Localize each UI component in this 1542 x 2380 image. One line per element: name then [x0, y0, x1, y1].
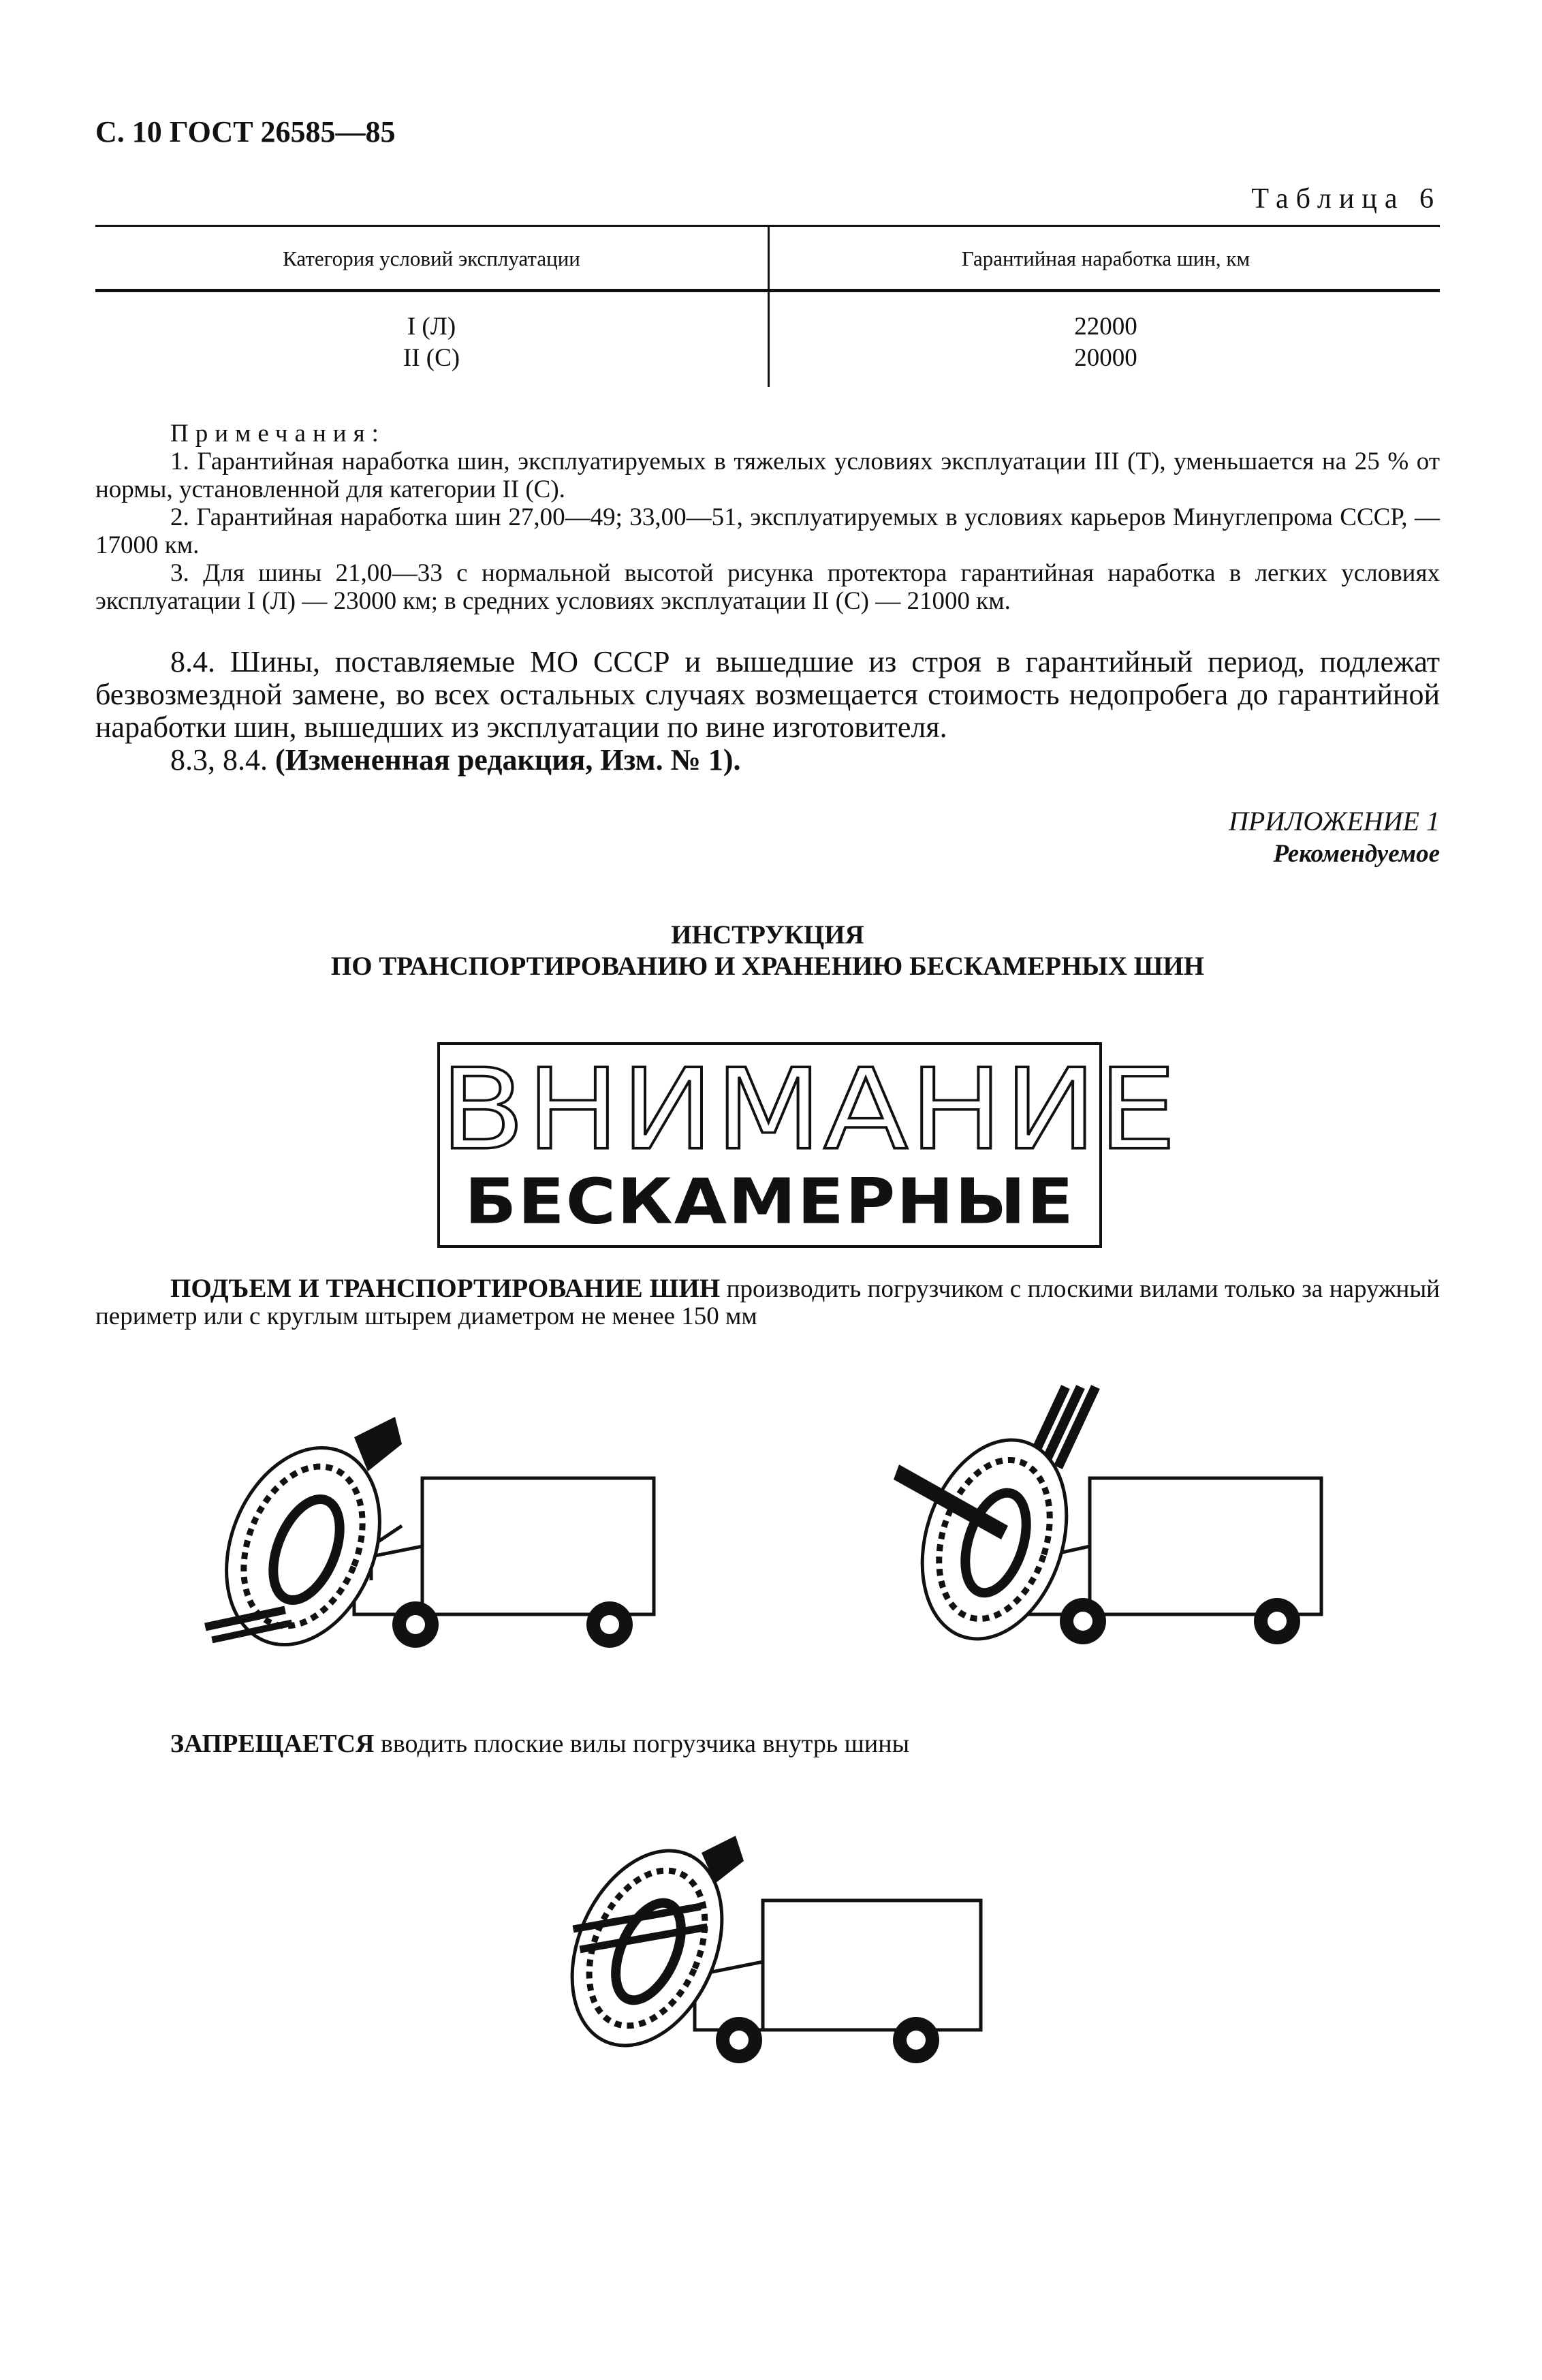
note-3: 3. Для шины 21,00—33 с нормальной высотой рисунка протектора гарантийная наработка в легких условиях эксплуатации I (Л) — 23000 км; в средних условиях эксплуатации II (С) — 21000 км. [95, 559, 1440, 615]
section-8-4 [95, 646, 1440, 777]
instruction-heading [95, 920, 1440, 982]
lift-instruction [95, 1275, 1440, 1330]
amendment-note [95, 744, 1440, 777]
mileage-row-1: 22000 [1074, 313, 1137, 341]
column-header-mileage: Гарантийная наработка шин, км [961, 247, 1250, 270]
category-row-1: I (Л) [407, 313, 456, 341]
instruction-line-1: ИНСТРУКЦИЯ [671, 920, 864, 950]
table-label: Таблица 6 [1251, 183, 1441, 215]
forbid-rest: вводить плоские вилы погрузчика внутрь шины [374, 1729, 910, 1758]
warning-sign [437, 1042, 1178, 1248]
category-cell [95, 311, 768, 374]
amendment-bold: (Измененная редакция, Изм. № 1). [275, 743, 741, 777]
paragraph-8-4: 8.4. Шины, поставляемые МО СССР и вышедшие из строя в гарантийный период, подлежат безвозмездной замене, во всех остальных случаях возмещается стоимость недопробега до гарантийной наработки шин, вышедших из эксплуатации по вине изготовителя. [95, 645, 1440, 744]
lift-bold: ПОДЪЕМ И ТРАНСПОРТИРОВАНИЕ ШИН [170, 1274, 721, 1303]
mileage-row-2: 20000 [1074, 344, 1137, 372]
lift-paragraph [95, 1275, 1440, 1330]
forbidden-forks-inside-tire-illustration [545, 1798, 1008, 2098]
instruction-line-2: ПО ТРАНСПОРТИРОВАНИЮ И ХРАНЕНИЮ БЕСКАМЕРНЫХ ШИН [330, 952, 1205, 981]
forbid-bold: ЗАПРЕЩАЕТСЯ [170, 1729, 375, 1758]
category-row-2: II (С) [403, 344, 460, 372]
appendix-title: ПРИЛОЖЕНИЕ 1 [1229, 806, 1440, 836]
note-1: 1. Гарантийная наработка шин, эксплуатируемых в тяжелых условиях эксплуатации III (Т), уменьшается на 25 % от нормы, установленной для категории II (С). [95, 448, 1440, 503]
mileage-cell [770, 311, 1442, 374]
page-header: С. 10 ГОСТ 26585—85 [95, 115, 396, 148]
notes-title: Примечания: [170, 420, 386, 448]
appendix-subtitle: Рекомендуемое [1273, 840, 1440, 868]
amendment-prefix: 8.3, 8.4. [170, 743, 275, 777]
column-header-category: Категория условий эксплуатации [283, 247, 580, 270]
forklift-round-pin-illustration [885, 1376, 1335, 1676]
warning-subtitle: БЕСКАМЕРНЫЕ [465, 1164, 1075, 1238]
warning-title: ВНИМАНИЕ [440, 1044, 1178, 1175]
note-2: 2. Гарантийная наработка шин 27,00—49; 33,00—51, эксплуатируемых в условиях карьеров Минуглепрома СССР, — 17000 км. [95, 503, 1440, 559]
notes-block [95, 420, 1440, 615]
forklift-flat-forks-illustration [198, 1376, 688, 1676]
appendix-label [1229, 805, 1440, 871]
forbid-instruction [170, 1729, 909, 1759]
lift-rest: производить погрузчиком с плоскими вилами только за наружный периметр или с круглым штырем диаметром не менее 150 мм [95, 1275, 1440, 1330]
warranty-table [95, 225, 1440, 387]
